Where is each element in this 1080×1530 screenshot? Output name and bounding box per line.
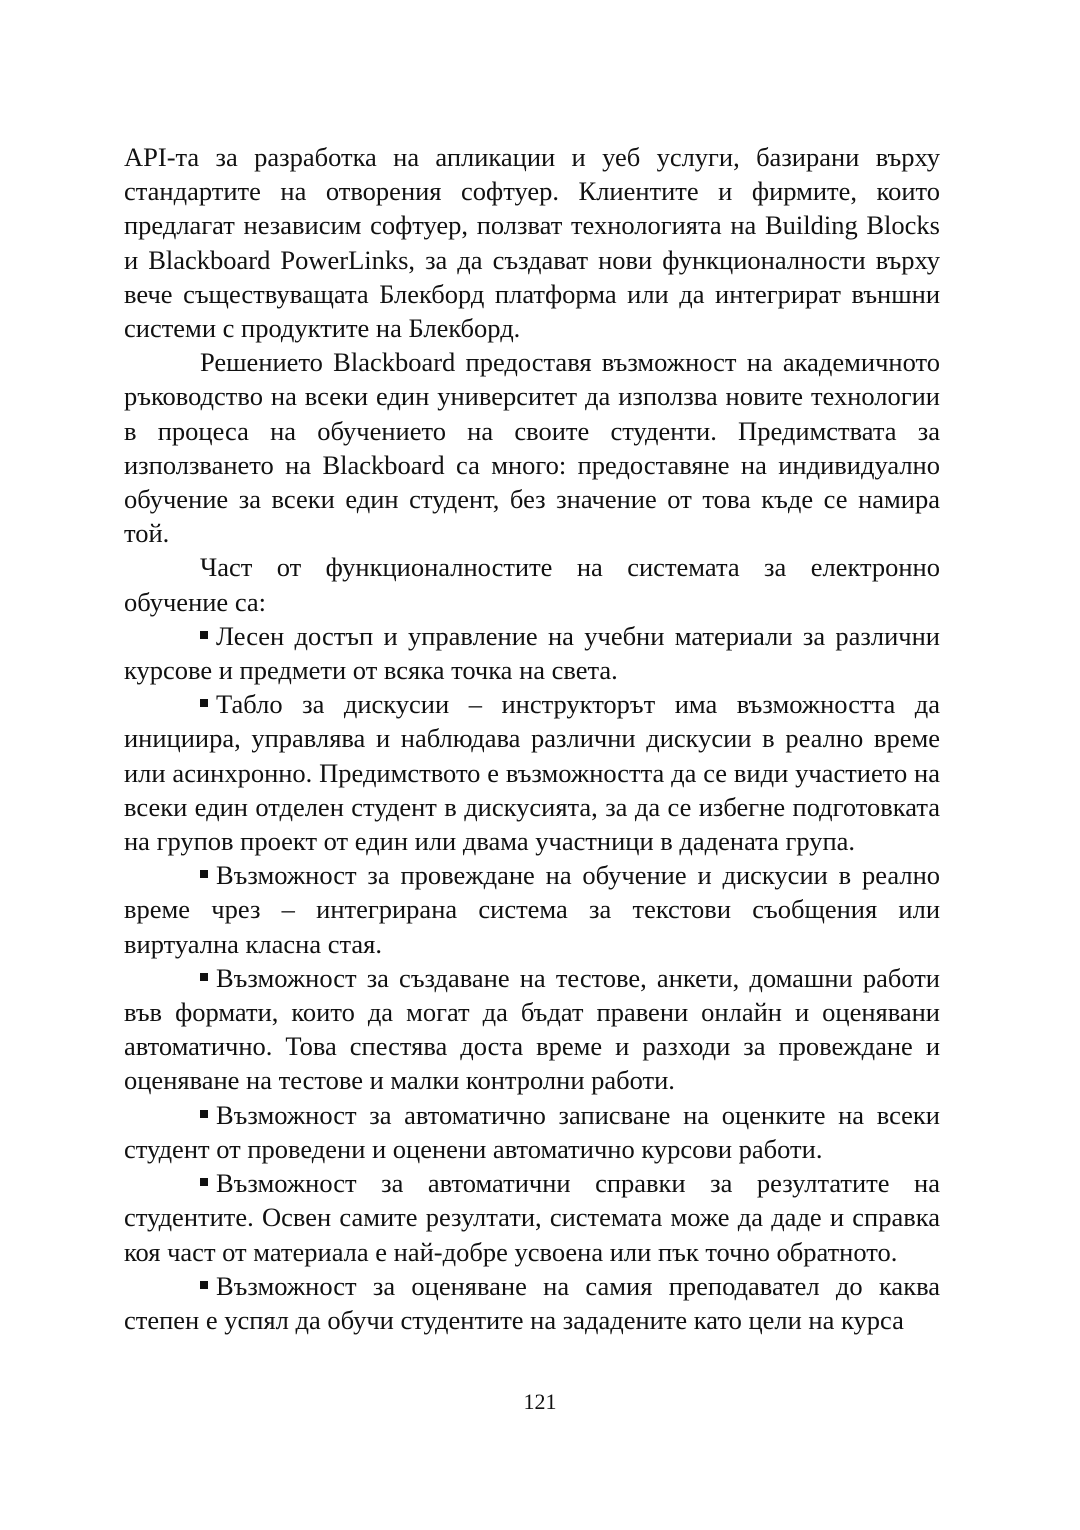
bullet-item (124, 687, 940, 858)
bullet-item (124, 961, 940, 1098)
bullet-item-text: Лесен достъп и управление на учебни материали за различни курсове и предмети от всяка точка на света. (124, 620, 940, 686)
bullet-square-icon (200, 1110, 208, 1118)
bullet-item (124, 619, 940, 687)
bullet-item (124, 1166, 940, 1269)
page-number: 121 (523, 1389, 557, 1414)
bullet-item (124, 1269, 940, 1337)
paragraph-functionalities-intro: Част от функционалностите на системата за електронно обучение са: (124, 552, 940, 617)
paragraph-continuation: API-та за разработка на апликации и уеб услуги, базирани върху стандартите на отворения софтуер. Клиентите и фирмите, които предлагат независим софтуер, ползват технологията на Building Blocks и Blackboard PowerLinks, за да създават нови функционалности върху вече съществуващата Блекборд платформа или да интегрират външни системи с продуктите на Блекборд. (124, 142, 940, 344)
bullet-square-icon (200, 1281, 208, 1289)
bullet-item-text: Възможност за автоматично записване на оценките на всеки студент от проведени и оценени автоматично курсови работи. (124, 1099, 940, 1164)
bullet-item (124, 1098, 940, 1166)
bullet-item-text: Възможност за създаване на тестове, анкети, домашни работи във формати, които да могат да бъдат правени онлайн и оценявани автоматично. Това спестява доста време и разходи за провеждане и оценяване на тестове и малки контролни работи. (124, 962, 940, 1096)
bullet-square-icon (200, 699, 208, 707)
bullet-item (124, 858, 940, 961)
bullet-square-icon (200, 631, 208, 639)
bullet-item-text: Възможност за провеждане на обучение и дискусии в реално време чрез – интегрирана система за текстови съобщения или виртуална класна стая. (124, 860, 940, 959)
bullet-item-text: Възможност за оценяване на самия преподавател до каква степен е успял да обучи студентите на зададените като цели на курса (124, 1270, 940, 1335)
bullet-item-text: Възможност за автоматични справки за резултатите на студентите. Освен самите резултати, системата може да даде и справка коя част от материала е най-добре усвоена или пък точно обратното. (124, 1168, 940, 1267)
paragraph-blackboard-solution: Решението Blackboard предоставя възможност на академичното ръководство на всеки един университет да използва новите технологии в процеса на обучението на своите студенти. Предимствата за използването на Blackboard са много: предоставяне на индивидуално обучение за всеки един студент, без значение от това къде се намира той. (124, 347, 940, 549)
bullet-item-text: Табло за дискусии – инструкторът има възможността да инициира, управлява и наблюдава различни дискусии в реално време или асинхронно. Предимството е възможността да се види участието на всеки един отделен студент в дискусията, за да се избегне подготовката на групов проект от един или двама участници в дадената група. (124, 689, 940, 857)
bullet-square-icon (200, 1178, 208, 1186)
bullet-square-icon (200, 870, 208, 878)
page-body (124, 140, 940, 1337)
bullet-square-icon (200, 973, 208, 981)
